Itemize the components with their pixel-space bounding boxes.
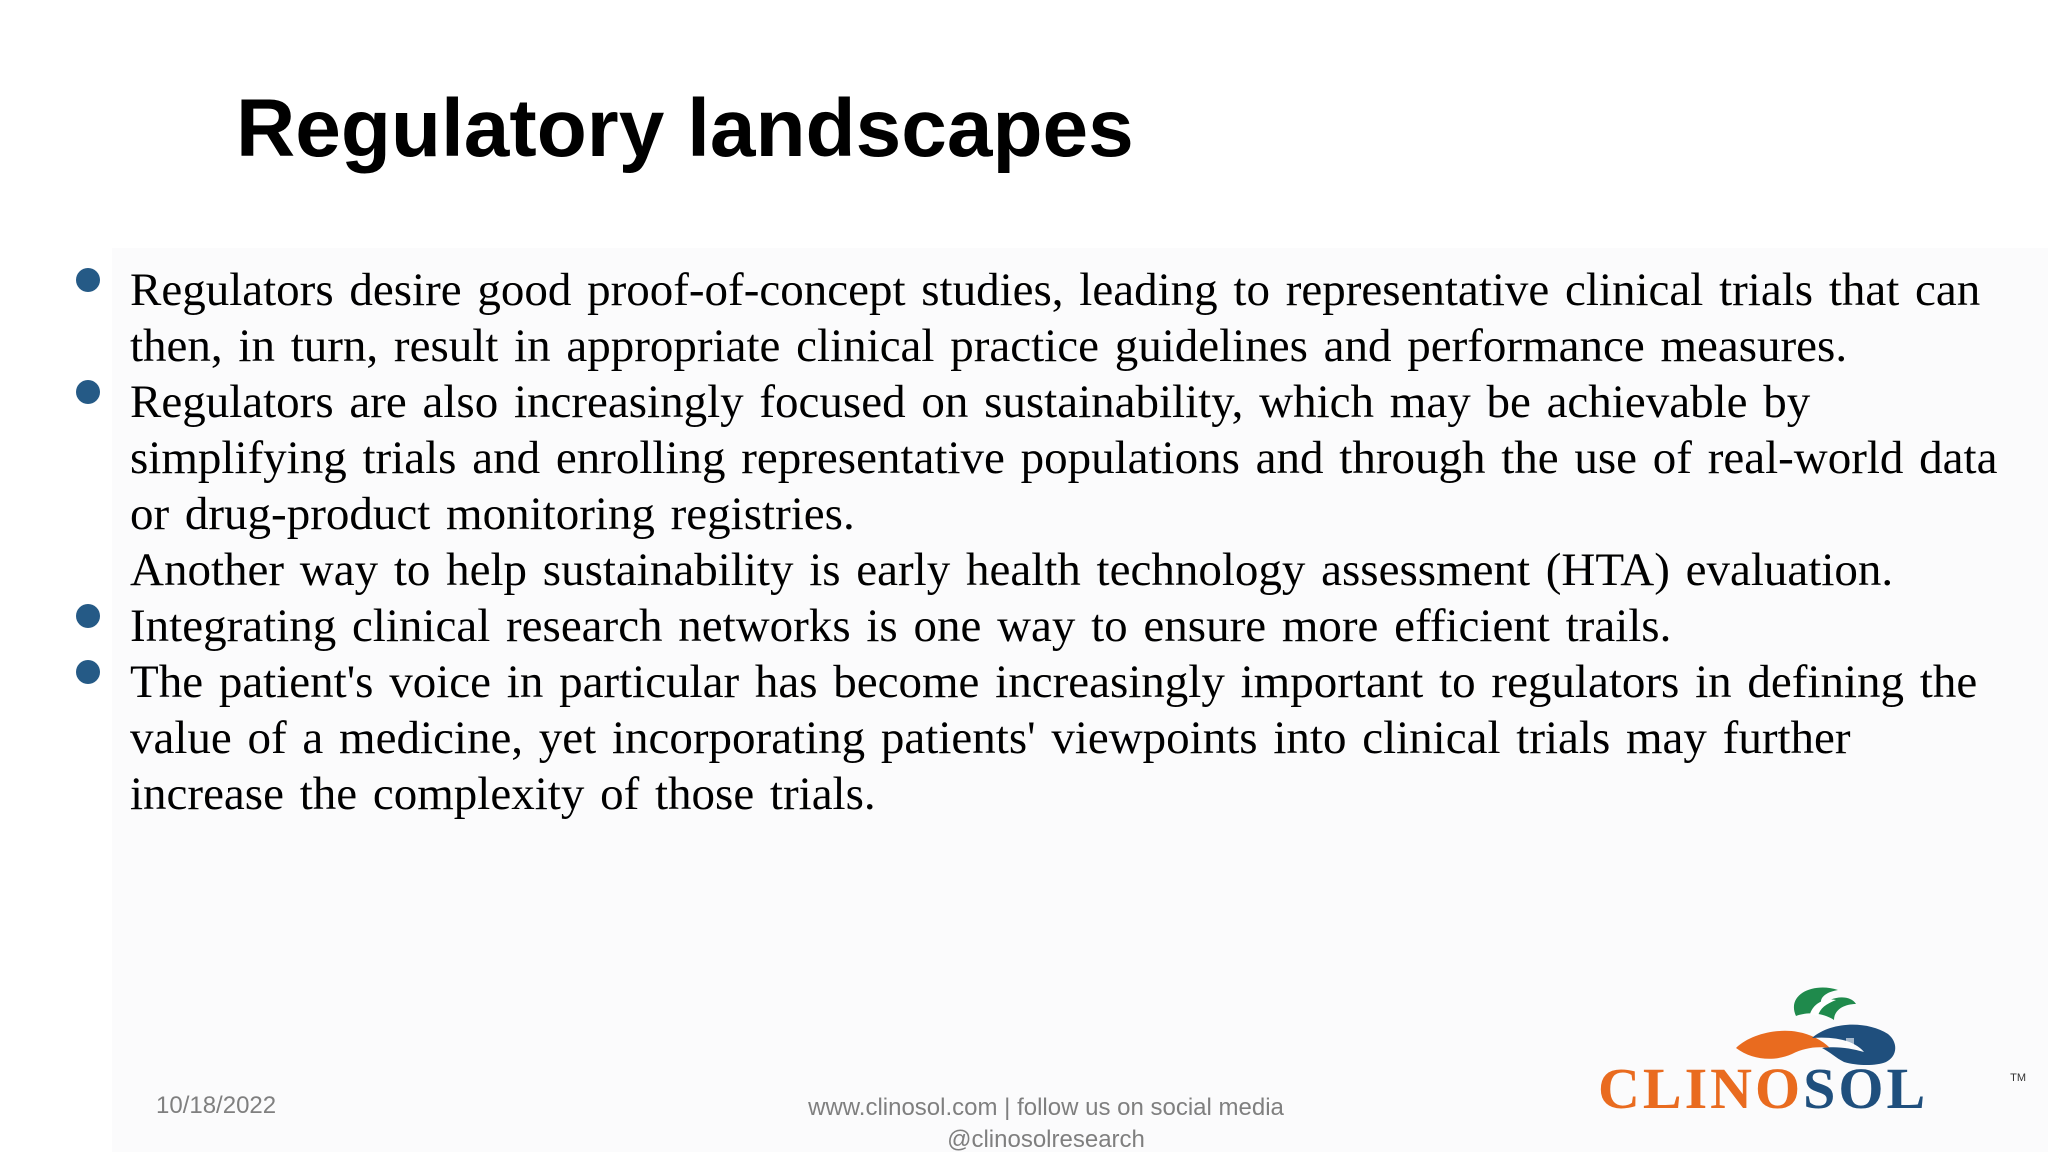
clinosol-logo — [1596, 982, 2032, 1122]
footer-contact — [740, 1092, 1352, 1152]
logo-wordmark: CLINOSOL — [1598, 1056, 1929, 1121]
bullet-text: Regulators desire good proof-of-concept studies, leading to representative clinical trials that can then, in turn, result in appropriate clinical practice guidelines and performance measures. — [130, 264, 1981, 372]
bullet-item-4 — [0, 654, 2048, 822]
bullet-text: Regulators are also increasingly focused on sustainability, which may be achievable by simplifying trials and enrolling representative populations and through the use of real-world data or drug-product monitoring registries. — [130, 376, 1998, 540]
bullet-list — [0, 262, 2048, 822]
slide-title: Regulatory landscapes — [236, 83, 1134, 174]
logo-trademark: TM — [2010, 1072, 2026, 1084]
bullet-continuation-text: Another way to help sustainability is early health technology assessment (HTA) evaluation. — [130, 544, 1894, 596]
footer-separator: | — [997, 1094, 1018, 1121]
bullet-dot-icon — [76, 604, 100, 628]
website-link[interactable]: www.clinosol.com — [808, 1094, 998, 1121]
bullet-text: The patient's voice in particular has become increasingly important to regulators in defining the value of a medicine, yet incorporating patients' viewpoints into clinical trials may further increase the complexity of those trials. — [130, 656, 1978, 820]
footer-follow-text: follow us on social media — [1017, 1094, 1284, 1121]
bullet-item-2 — [0, 374, 2048, 598]
bullet-text: Integrating clinical research networks is one way to ensure more efficient trails. — [130, 600, 1672, 652]
bullet-item-1 — [0, 262, 2048, 374]
bullet-dot-icon — [76, 380, 100, 404]
bullet-dot-icon — [76, 268, 100, 292]
bullet-item-3 — [0, 598, 2048, 654]
footer-date: 10/18/2022 — [156, 1092, 277, 1119]
bullet-dot-icon — [76, 660, 100, 684]
social-handle: @clinosolresearch — [947, 1126, 1145, 1152]
